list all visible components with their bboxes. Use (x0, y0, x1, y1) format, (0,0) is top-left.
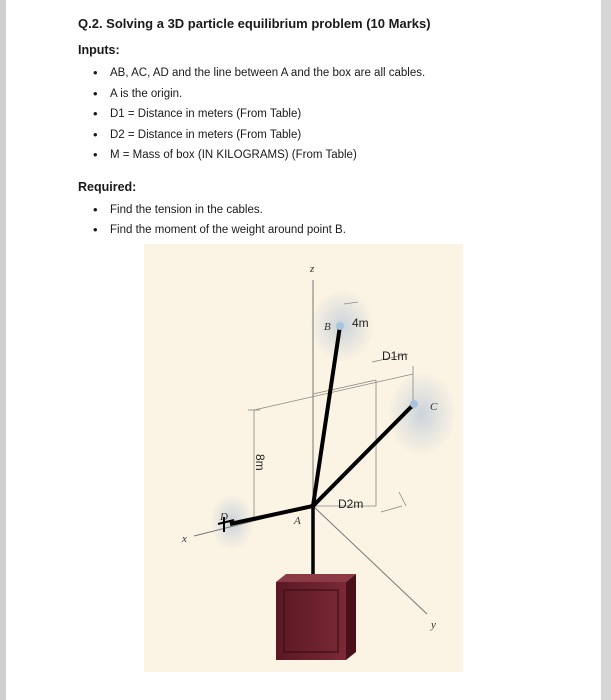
axis-y-label: y (431, 619, 436, 631)
point-d-label: D (220, 511, 228, 523)
equilibrium-figure (144, 244, 463, 672)
axis-z-label: z (310, 263, 315, 275)
page-edge-right (601, 0, 611, 700)
dimension-d1-label: D1m (382, 349, 408, 363)
dimension-4m-label: 4m (352, 316, 369, 330)
question-document (78, 16, 578, 241)
box-side (346, 574, 356, 660)
point-b-label: B (324, 321, 331, 333)
required-item: • Find the tension in the cables. (78, 200, 578, 221)
question-title: Q.2. Solving a 3D particle equilibrium problem (10 Marks) (78, 16, 431, 31)
inputs-label: Inputs: (78, 43, 120, 57)
glow-c (388, 372, 456, 456)
point-c-marker (410, 400, 418, 408)
box-top (276, 574, 356, 582)
input-item: • AB, AC, AD and the line between A and the box are all cables. (78, 63, 578, 84)
cable-ac (313, 404, 414, 506)
construction-line (313, 380, 376, 394)
input-item: • D1 = Distance in meters (From Table) (78, 104, 578, 125)
required-item: • Find the moment of the weight around point B. (78, 220, 578, 241)
required-label: Required: (78, 179, 137, 194)
box-front (276, 582, 346, 660)
dimension-8m-label: 8m (253, 454, 267, 471)
construction-line (381, 506, 402, 512)
point-b-marker (336, 322, 344, 330)
equilibrium-diagram (144, 244, 463, 672)
input-item: • D2 = Distance in meters (From Table) (78, 125, 578, 146)
construction-line (399, 492, 406, 506)
axis-x-label: x (182, 533, 187, 545)
required-list (78, 200, 578, 241)
input-item: • M = Mass of box (IN KILOGRAMS) (From Table) (78, 145, 578, 166)
point-c-label: C (430, 401, 438, 413)
inputs-list (78, 63, 578, 166)
point-a-marker (311, 504, 316, 509)
point-a-label: A (294, 515, 301, 527)
page-edge-left (0, 0, 6, 700)
dimension-d2-label: D2m (338, 497, 364, 511)
input-item: • A is the origin. (78, 84, 578, 105)
